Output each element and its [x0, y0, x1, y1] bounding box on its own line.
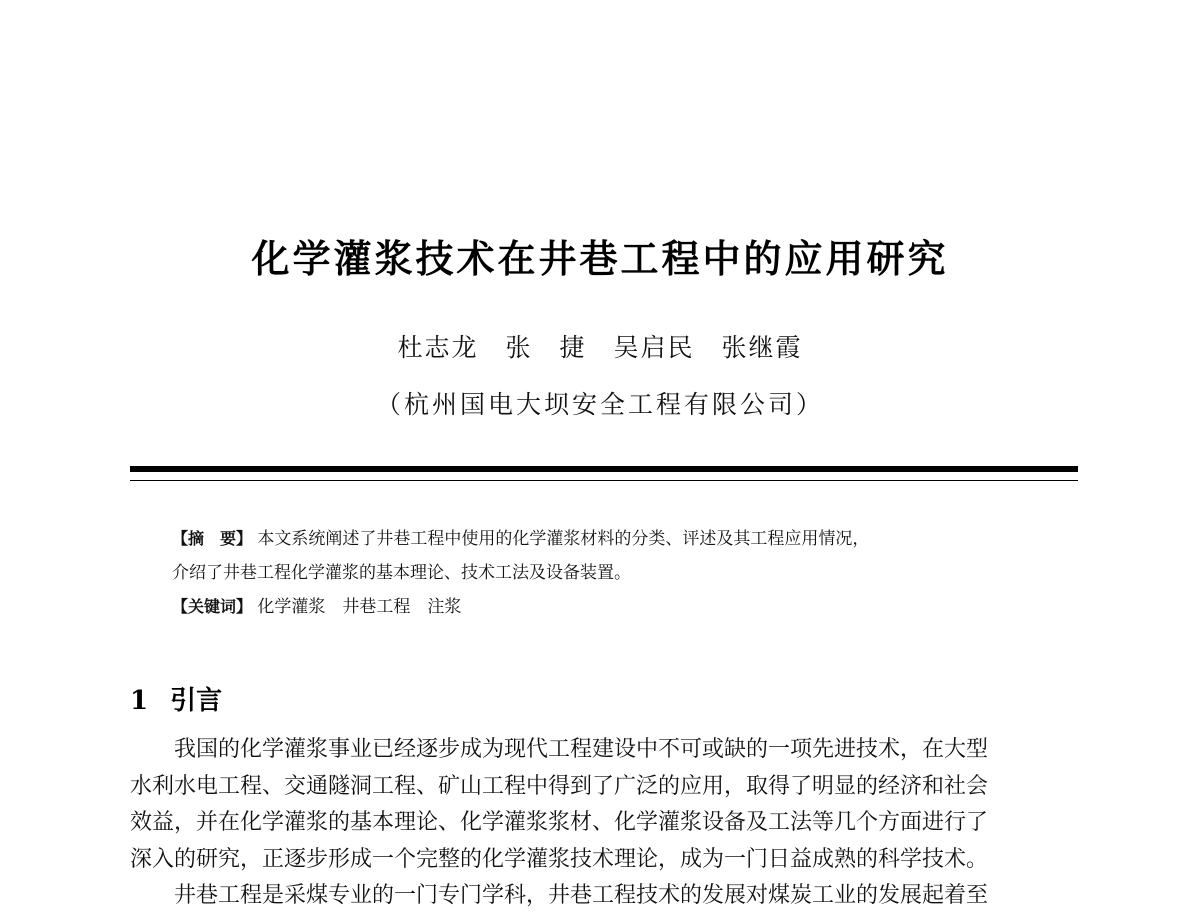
paper-title: 化学灌浆技术在井巷工程中的应用研究: [251, 237, 949, 281]
affiliation: （杭州国电大坝安全工程有限公司）: [375, 390, 824, 419]
section-heading: [130, 680, 222, 717]
keywords-text: 化学灌浆 井巷工程 注浆: [257, 597, 462, 617]
abstract-line-2: 介绍了井巷工程化学灌浆的基本理论、技术工法及设备装置。: [172, 563, 631, 583]
body-paragraphs: [130, 732, 1080, 915]
keywords-label: 【关键词】: [172, 597, 253, 616]
abstract-text-1: 本文系统阐述了井巷工程中使用的化学灌浆材料的分类、评述及其工程应用情况，: [257, 529, 870, 549]
abstract-line-1: [172, 522, 1072, 556]
body-line: 效益，并在化学灌浆的基本理论、化学灌浆浆材、化学灌浆设备及工法等几个方面进行了: [130, 810, 989, 835]
abstract-block: [172, 522, 1072, 624]
author-list: 杜志龙 张 捷 吴启民 张继霞: [397, 333, 803, 362]
header-rule-thin: [130, 480, 1078, 481]
section-number: 1: [130, 686, 149, 716]
keywords-line: [172, 590, 1072, 624]
body-line: 水利水电工程、交通隧洞工程、矿山工程中得到了广泛的应用，取得了明显的经济和社会: [130, 773, 989, 799]
section-title: 引言: [170, 686, 223, 716]
body-line: 井巷工程是采煤专业的一门专门学科，井巷工程技术的发展对煤炭工业的发展起着至: [174, 883, 989, 908]
body-line: 我国的化学灌浆事业已经逐步成为现代工程建设中不可或缺的一项先进技术，在大型: [174, 737, 989, 762]
body-line: 深入的研究，正逐步形成一个完整的化学灌浆技术理论，成为一门日益成熟的科学技术。: [130, 846, 989, 872]
header-rule-thick: [130, 466, 1078, 472]
abstract-label: 【摘 要】: [172, 529, 253, 548]
